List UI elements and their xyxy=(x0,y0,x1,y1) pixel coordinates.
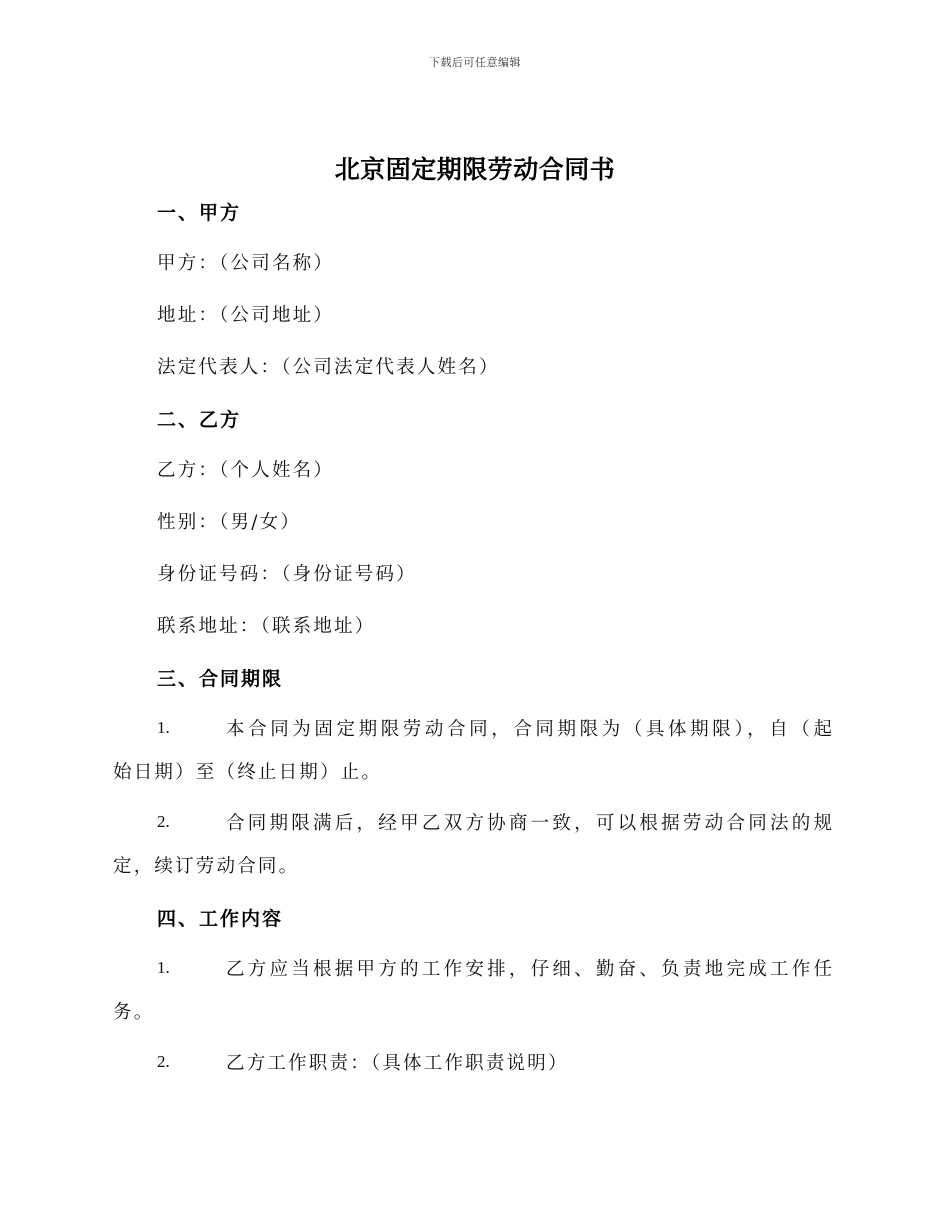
term-item-1-continuation: 始日期）至（终止日期）止。 xyxy=(113,762,383,783)
party-b-id-line: 身份证号码：（身份证号码） xyxy=(157,564,417,585)
party-b-address-line: 联系地址：（联系地址） xyxy=(157,616,376,637)
section-heading-party-b: 二、乙方 xyxy=(157,409,242,431)
section-heading-job-content: 四、工作内容 xyxy=(157,908,284,930)
party-b-gender-line: 性别：（男/女） xyxy=(157,512,302,533)
term-item-2-text: 合同期限满后，经甲乙双方协商一致，可以根据劳动合同法的规 xyxy=(226,813,832,834)
term-item-1-number: 1. xyxy=(157,718,170,737)
section-heading-party-a: 一、甲方 xyxy=(157,202,242,224)
job-item-2-number: 2. xyxy=(157,1052,170,1071)
term-item-2-number: 2. xyxy=(157,812,170,831)
party-a-address-line: 地址：（公司地址） xyxy=(157,305,335,326)
section-heading-contract-term: 三、合同期限 xyxy=(157,668,284,690)
job-item-1-number: 1. xyxy=(157,958,170,977)
party-a-legal-rep-line: 法定代表人：（公司法定代表人姓名） xyxy=(157,357,500,378)
job-item-2-text: 乙方工作职责：（具体工作职责说明） xyxy=(226,1053,569,1074)
header-note: 下载后可任意编辑 xyxy=(429,56,521,69)
job-item-1-text: 乙方应当根据甲方的工作安排，仔细、勤奋、负责地完成工作任 xyxy=(226,959,832,980)
party-a-name-line: 甲方：（公司名称） xyxy=(157,253,335,274)
term-item-1-text: 本合同为固定期限劳动合同，合同期限为（具体期限），自（起 xyxy=(226,719,832,740)
job-item-1-continuation: 务。 xyxy=(113,1002,155,1023)
document-title: 北京固定期限劳动合同书 xyxy=(334,155,616,184)
party-b-name-line: 乙方：（个人姓名） xyxy=(157,460,335,481)
term-item-2-continuation: 定，续订劳动合同。 xyxy=(113,856,300,877)
